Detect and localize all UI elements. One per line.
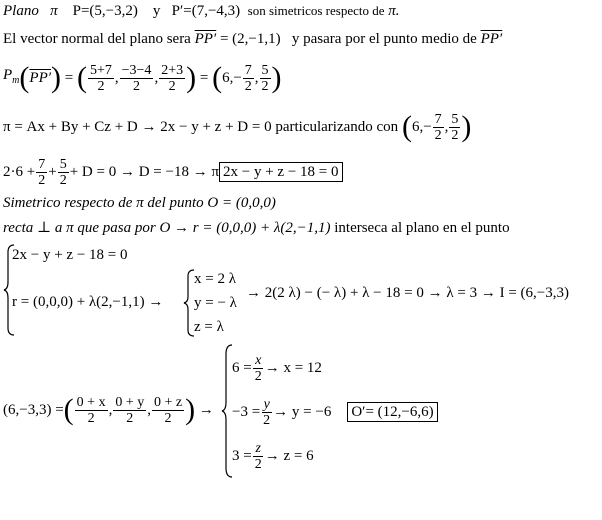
param-y: y = − λ xyxy=(194,295,237,311)
normal-vector-line xyxy=(3,30,502,48)
conjunction: y xyxy=(152,3,161,19)
pi-symbol: π xyxy=(50,3,58,19)
solve-z: 3 = $\frac{z}{2}$ → z = 6 xyxy=(232,440,314,472)
frac-rx: $\frac{x}{2}$ xyxy=(254,352,262,384)
symmetric-result-box: O′= (12,−6,6) xyxy=(347,402,437,422)
normal-text: El vector normal del plano sera xyxy=(3,31,191,47)
d-value: + D = 0 → D = −18 → π xyxy=(69,164,220,180)
frac-y: $\frac{-3-4}{2}$ xyxy=(121,62,152,94)
frac-r2: $\frac{7}{2}$ xyxy=(244,62,252,94)
param-x: x = 2 λ xyxy=(194,271,236,287)
frac-ry: $\frac{y}{2}$ xyxy=(263,396,271,428)
solve-x: 6 = $\frac{x}{2}$ → x = 12 xyxy=(232,352,322,384)
midpoint-result: 6,− xyxy=(222,70,242,86)
intersection-result: → 2(2 λ) − (− λ) + λ − 18 = 0 → λ = 3 → I = (6,−3,3) xyxy=(246,285,569,301)
frac-oy: $\frac{0 + y}{2}$ xyxy=(115,394,145,426)
vector-pp: PP′ xyxy=(194,31,217,47)
statement-text: son simetricos respecto de xyxy=(247,3,385,18)
substitution-line: 2·6 + $\frac{7}{2}$ + $\frac{5}{2}$ + D = 0 → D = −18 → π 2x − y + z − 18 = 0 xyxy=(3,152,343,192)
frac-s1: $\frac{7}{2}$ xyxy=(38,156,46,188)
plane-result-box: 2x − y + z − 18 = 0 xyxy=(219,162,343,182)
equation-plane: 2x − y + z − 18 = 0 xyxy=(12,247,128,263)
statement-line xyxy=(3,2,400,20)
frac-x: $\frac{5+7}{2}$ xyxy=(89,62,112,94)
solve-y: −3 = $\frac{y}{2}$ → y = −6 O′= (12,−6,6) xyxy=(232,392,438,432)
pm-symbol: $P_m$ xyxy=(3,67,20,86)
symmetric-heading: Simetrico respecto de π del punto O = (0,0,0) xyxy=(3,195,276,211)
frac-s2: $\frac{5}{2}$ xyxy=(59,156,67,188)
plane-general: π = Ax + By + Cz + D → 2x − y + z + D = 0 xyxy=(3,119,272,135)
pi-end: π. xyxy=(388,3,400,19)
line-definition: recta ⊥ a π que pasa por O → r = (0,0,0) + λ(2,−1,1) interseca al plano en el punto xyxy=(3,220,510,236)
frac-rz: $\frac{z}{2}$ xyxy=(254,440,262,472)
frac-z: $\frac{2+3}{2}$ xyxy=(161,62,184,94)
plane-equation-line: π = Ax + By + Cz + D → 2x − y + z + D = 0 particularizando con ( 6,− $\frac{7}{2}$ , $\frac{5}{2}$ ) xyxy=(3,110,472,143)
normal-value: = (2,−1,1) xyxy=(219,31,281,47)
point-p-prime: P′=(7,−4,3) xyxy=(171,3,241,19)
particularizando-text: particularizando con xyxy=(275,119,399,135)
frac-p2: $\frac{5}{2}$ xyxy=(451,111,459,143)
equation-line: r = (0,0,0) + λ(2,−1,1) → xyxy=(12,294,164,310)
point-p: P=(5,−3,2) xyxy=(72,3,138,19)
midpoint-text: y pasara por el punto medio de xyxy=(291,31,477,47)
pm-arg: PP′ xyxy=(29,70,52,86)
frac-p1: $\frac{7}{2}$ xyxy=(434,111,442,143)
frac-ox: $\frac{0 + x}{2}$ xyxy=(76,394,106,426)
frac-oz: $\frac{0 + z}{2}$ xyxy=(153,394,183,426)
plane-word: Plano xyxy=(3,3,39,19)
frac-r3: $\frac{5}{2}$ xyxy=(261,62,269,94)
midpoint-line: $P_m$ ( PP′ ) = ( $\frac{5+7}{2}$ , $\frac{-3-4}{2}$ , $\frac{2+3}{2}$ ) = ( 6,− $\frac{7}{2}$ , $\frac{5}{2}$ ) xyxy=(3,61,282,94)
vector-pp-2: PP′ xyxy=(480,31,503,47)
symmetric-equation: (6,−3,3) = ( $\frac{0 + x}{2}$ , $\frac{0 + y}{2}$ , $\frac{0 + z}{2}$ ) → xyxy=(3,393,214,426)
param-z: z = λ xyxy=(194,319,224,335)
